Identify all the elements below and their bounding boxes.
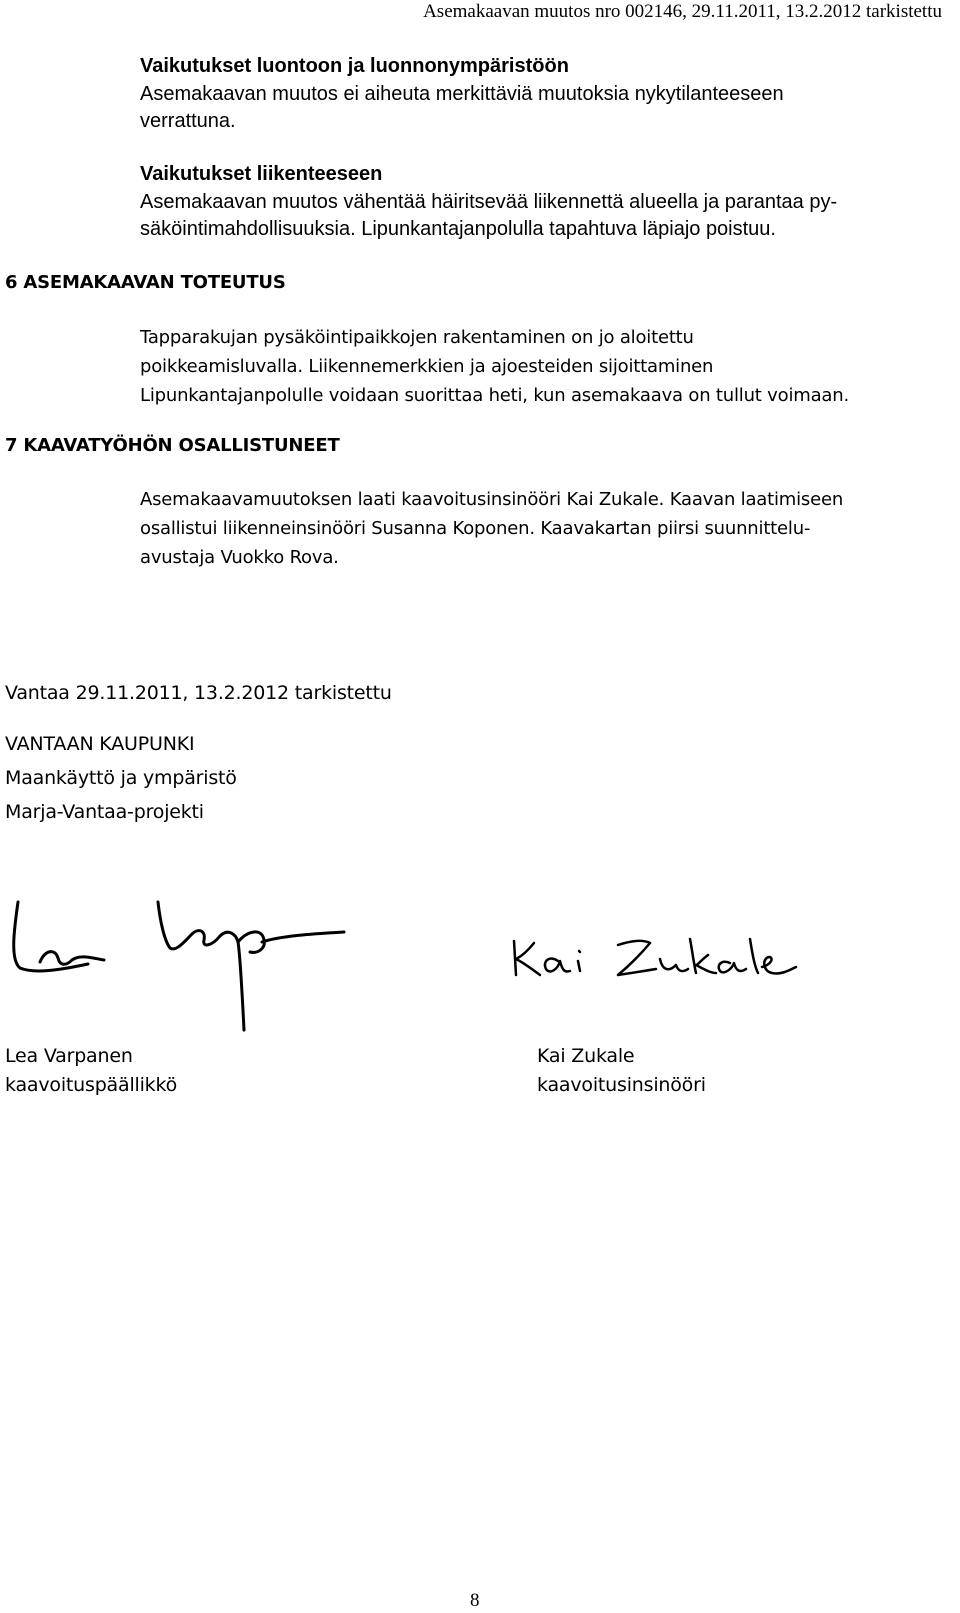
signatory-2: [537, 1042, 706, 1100]
nature-section: [140, 53, 940, 136]
section-7-line-1: Asemakaavamuutoksen laati kaavoitusinsinööri Kai Zukale. Kaavan laatimiseen: [140, 489, 844, 510]
org-department: Maankäyttö ja ympäristö: [5, 767, 237, 789]
nature-text-line-2: verrattuna.: [140, 110, 236, 132]
section-7-line-3: avustaja Vuokko Rova.: [140, 547, 339, 568]
section-7-line-2: osallistui liikenneinsinööri Susanna Koponen. Kaavakartan piirsi suunnittelu-: [140, 518, 811, 539]
section-7-body: [140, 485, 940, 572]
signature-kai-zukale: [500, 925, 800, 985]
traffic-heading: Vaikutukset liikenteeseen: [140, 163, 383, 185]
signatory-1-name: Lea Varpanen: [5, 1045, 133, 1067]
traffic-text-line-1: Asemakaavan muutos vähentää häiritsevää liikennettä alueella ja parantaa py-: [140, 190, 838, 213]
signature-lea-varpanen: [0, 890, 360, 1040]
signatory-1-title: kaavoituspäällikkö: [5, 1074, 178, 1096]
section-6-line-2: poikkeamisluvalla. Liikennemerkkien ja ajoesteiden sijoittaminen: [140, 356, 714, 377]
page-number: 8: [470, 1590, 480, 1611]
closing-org-block: [5, 727, 237, 829]
signatory-2-name: Kai Zukale: [537, 1045, 635, 1067]
signatory-2-title: kaavoitusinsinööri: [537, 1074, 706, 1096]
nature-heading: Vaikutukset luontoon ja luonnonympäristöön: [140, 55, 569, 77]
nature-text-line-1: Asemakaavan muutos ei aiheuta merkittäviä muutoksia nykytilanteeseen: [140, 82, 784, 105]
signatory-1: [5, 1042, 177, 1100]
closing-date: Vantaa 29.11.2011, 13.2.2012 tarkistettu: [5, 682, 392, 704]
page-header: Asemakaavan muutos nro 002146, 29.11.2011, 13.2.2012 tarkistettu: [423, 1, 942, 22]
section-6-line-1: Tapparakujan pysäköintipaikkojen rakentaminen on jo aloitettu: [140, 327, 694, 348]
org-project: Marja-Vantaa-projekti: [5, 801, 204, 823]
traffic-section: [140, 161, 940, 244]
section-6-body: [140, 323, 940, 410]
section-6-heading: 6 ASEMAKAAVAN TOTEUTUS: [5, 272, 286, 293]
traffic-text-line-2: säköintimahdollisuuksia. Lipunkantajanpolulla tapahtuva läpiajo poistuu.: [140, 218, 776, 240]
org-name: VANTAAN KAUPUNKI: [5, 733, 195, 755]
section-7-heading: 7 KAAVATYÖHÖN OSALLISTUNEET: [5, 435, 340, 456]
section-6-line-3: Lipunkantajanpolulle voidaan suorittaa heti, kun asemakaava on tullut voimaan.: [140, 385, 849, 406]
